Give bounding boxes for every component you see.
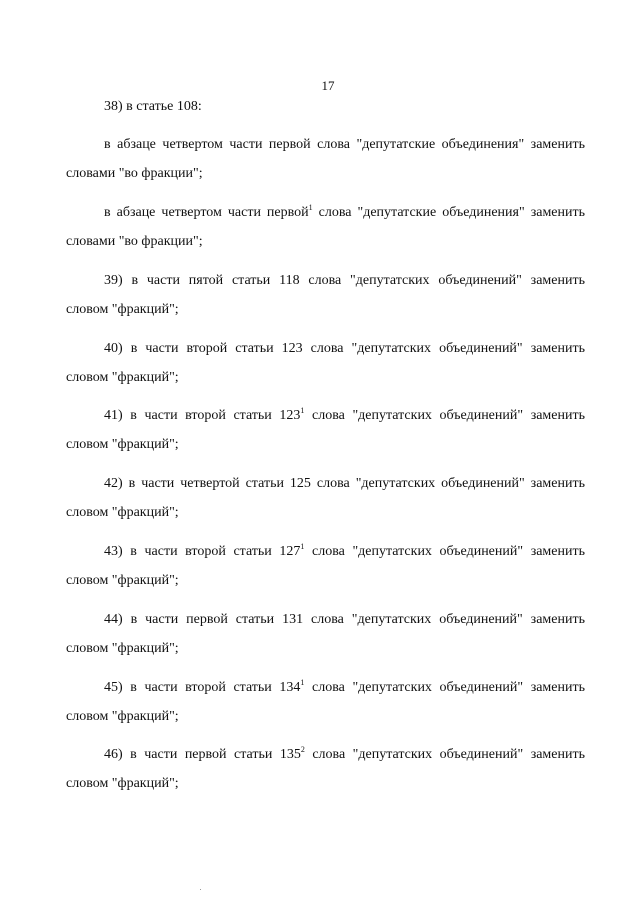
list-item (66, 130, 585, 188)
item-text-main: 44) в части первой статьи 131 слова "депутатских объединений" заменить (104, 612, 585, 627)
item-text-rest: слова "депутатские объединения" заменить (312, 205, 585, 220)
item-text-rest: слова "депутатских объединений" заменить (304, 408, 585, 423)
item-text (66, 92, 585, 121)
item-text-main: 43) в части второй статьи 127 (104, 544, 301, 559)
list-item (66, 740, 585, 798)
superscript-index: 1 (300, 406, 305, 415)
page-number: 17 (321, 78, 335, 93)
item-text (66, 198, 585, 227)
list-item (66, 673, 585, 731)
list-item (66, 92, 585, 121)
list-item (66, 334, 585, 392)
item-text-continuation: словом "фракций"; (66, 709, 179, 724)
item-text-continuation: словом "фракций"; (66, 302, 179, 317)
item-text-main: 46) в части первой статьи 135 (104, 747, 301, 762)
superscript-index: 2 (300, 745, 305, 754)
item-text-main: 42) в части четвертой статьи 125 слова "депутатских объединений" заменить (104, 476, 585, 491)
item-text-main: в абзаце четвертом части первой слова "депутатские объединения" заменить (104, 137, 585, 152)
list-item (66, 266, 585, 324)
item-text-continuation: словами "во фракции"; (66, 234, 203, 249)
list-item (66, 198, 585, 256)
item-text-main: 39) в части пятой статьи 118 слова "депутатских объединений" заменить (104, 273, 585, 288)
superscript-index: 1 (300, 542, 305, 551)
list-item (66, 537, 585, 595)
superscript-index: 1 (300, 678, 305, 687)
item-text-continuation: словом "фракций"; (66, 573, 179, 588)
item-text-continuation: словом "фракций"; (66, 641, 179, 656)
item-text (66, 469, 585, 498)
list-item (66, 605, 585, 663)
list-item (66, 469, 585, 527)
item-text (66, 401, 585, 430)
item-text-continuation: словом "фракций"; (66, 437, 179, 452)
item-text-main: 41) в части второй статьи 123 (104, 408, 301, 423)
item-text (66, 740, 585, 769)
item-text-rest: слова "депутатских объединений" заменить (304, 544, 585, 559)
item-text (66, 537, 585, 566)
item-text (66, 130, 585, 159)
item-text-continuation: словами "во фракции"; (66, 166, 203, 181)
superscript-index: 1 (308, 203, 313, 212)
item-text-main: 40) в части второй статьи 123 слова "депутатских объединений" заменить (104, 341, 585, 356)
item-text-continuation: словом "фракций"; (66, 370, 179, 385)
item-text-rest: слова "депутатских объединений" заменить (304, 680, 585, 695)
item-text-main: 45) в части второй статьи 134 (104, 680, 301, 695)
item-text-continuation: словом "фракций"; (66, 776, 179, 791)
item-text (66, 673, 585, 702)
item-text-continuation: словом "фракций"; (66, 505, 179, 520)
scan-speck (200, 889, 201, 890)
item-text-rest: слова "депутатских объединений" заменить (304, 747, 585, 762)
item-text-main: в абзаце четвертом части первой (104, 205, 309, 220)
item-text-main: 38) в статье 108: (104, 99, 202, 114)
item-text (66, 334, 585, 363)
list-item (66, 401, 585, 459)
item-text (66, 605, 585, 634)
item-text (66, 266, 585, 295)
